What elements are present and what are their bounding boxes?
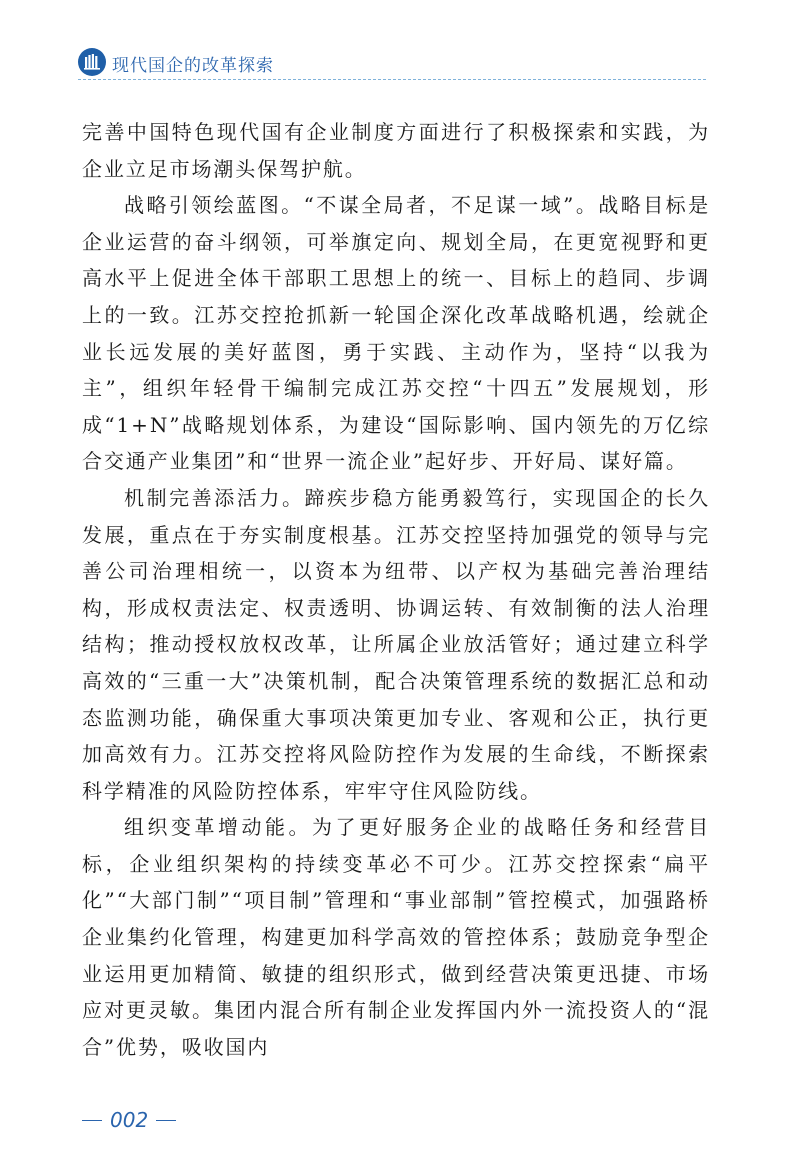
footer-dash [156,1120,176,1121]
building-logo-icon [78,48,106,76]
page-number: 002 [110,1108,149,1132]
paragraph: 战略引领绘蓝图。“不谋全局者，不足谋一域”。战略目标是企业运营的奋斗纲领，可举旗定向、规划全局，在更宽视野和更高水平上促进全体干部职工思想上的统一、目标上的趋同、步调上的一致。江苏交控抢抓新一轮国企深化改革战略机遇，绘就企业长远发展的美好蓝图，勇于实践、主动作为，坚持“以我为主”，组织年轻骨干编制完成江苏交控“十四五”发展规划，形成“1+N”战略规划体系，为建设“国际影响、国内领先的万亿综合交通产业集团”和“世界一流企业”起好步、开好局、谋好篇。 [82,193,710,474]
page-footer [82,1108,176,1132]
paragraph: 完善中国特色现代国有企业制度方面进行了积极探索和实践，为企业立足市场潮头保驾护航。 [82,120,710,181]
header-divider [78,79,706,80]
paragraph: 机制完善添活力。蹄疾步稳方能勇毅笃行，实现国企的长久发展，重点在于夯实制度根基。江苏交控坚持加强党的领导与完善公司治理相统一，以资本为纽带、以产权为基础完善治理结构，形成权责法定、权责透明、协调运转、有效制衡的法人治理结构；推动授权放权改革，让所属企业放活管好；通过建立科学高效的“三重一大”决策机制，配合决策管理系统的数据汇总和动态监测功能，确保重大事项决策更加专业、客观和公正，执行更加高效有力。江苏交控将风险防控作为发展的生命线，不断探索科学精准的风险防控体系，牢牢守住风险防线。 [82,485,710,803]
footer-dash [82,1120,102,1121]
paragraph: 组织变革增动能。为了更好服务企业的战略任务和经营目标，企业组织架构的持续变革必不可少。江苏交控探索“扁平化”“大部门制”“项目制”管理和“事业部制”管控模式，加强路桥企业集约化管理，构建更加科学高效的管控体系；鼓励竞争型企业运用更加精简、敏捷的组织形式，做到经营决策更迅捷、市场应对更灵敏。集团内混合所有制企业发挥国内外一流投资人的“混合”优势，吸收国内 [82,815,710,1059]
body-text [82,114,710,1065]
running-header-title: 现代国企的改革探索 [112,56,274,76]
page-header [78,46,706,80]
